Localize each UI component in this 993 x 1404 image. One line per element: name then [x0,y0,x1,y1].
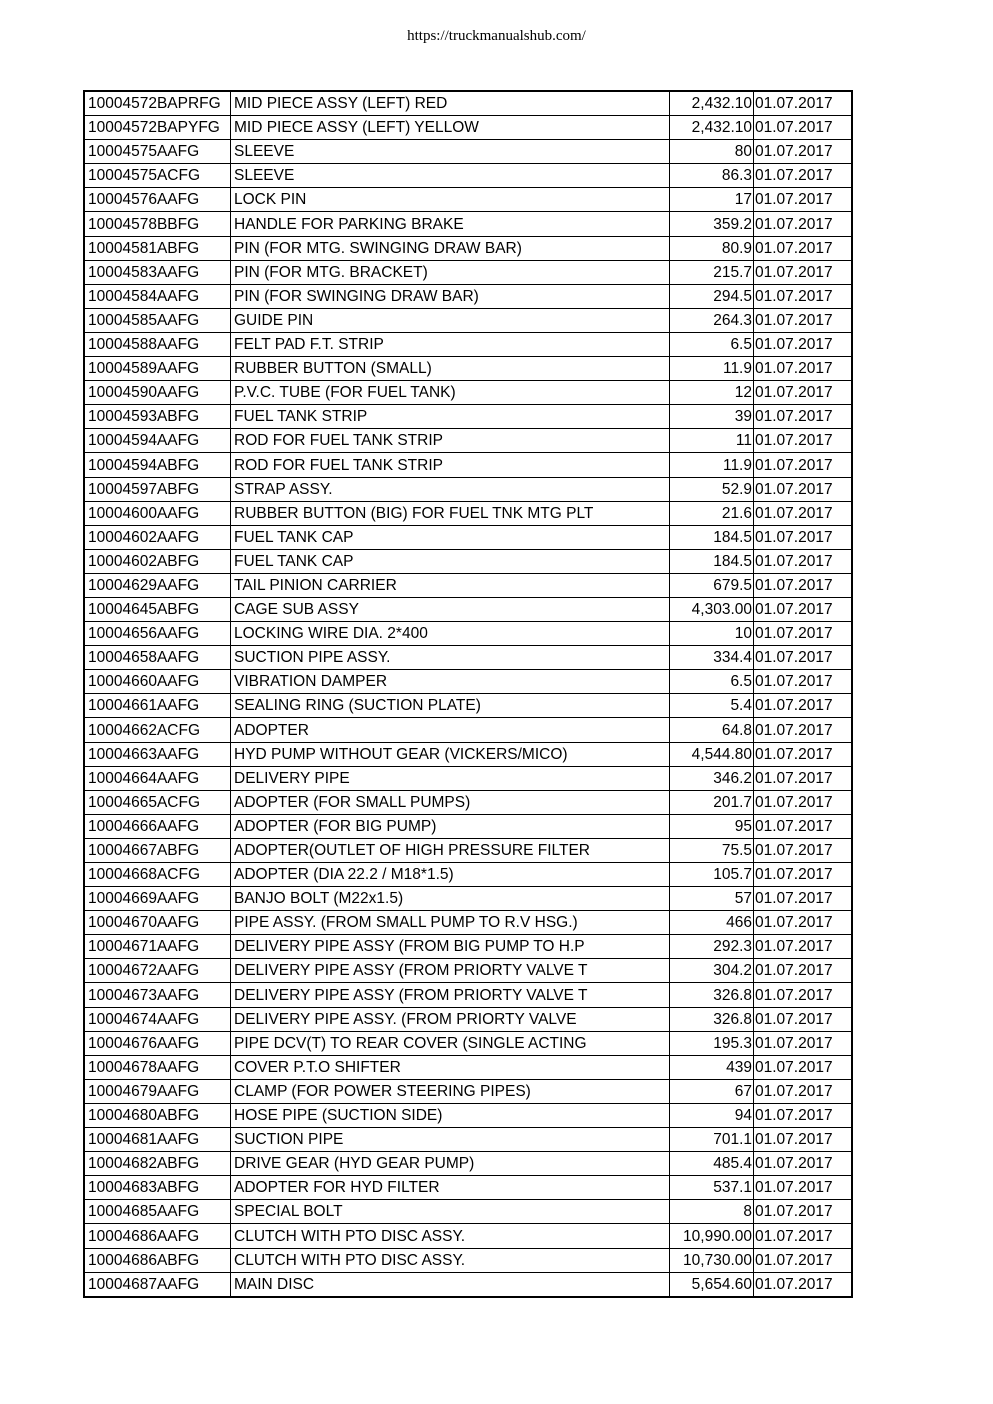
price-cell: 201.7 [670,790,754,814]
description-cell: ROD FOR FUEL TANK STRIP [231,429,670,453]
price-cell: 67 [670,1079,754,1103]
description-cell: FUEL TANK CAP [231,549,670,573]
table-row [84,670,852,694]
table-row [84,935,852,959]
price-cell: 11.9 [670,453,754,477]
table-row [84,959,852,983]
effective-date-cell: 01.07.2017 [754,1152,853,1176]
part-number-cell: 10004673AAFG [84,983,231,1007]
table-row [84,887,852,911]
part-number-cell: 10004671AAFG [84,935,231,959]
price-cell: 485.4 [670,1152,754,1176]
price-cell: 466 [670,911,754,935]
description-cell: DRIVE GEAR (HYD GEAR PUMP) [231,1152,670,1176]
part-number-cell: 10004575ACFG [84,164,231,188]
part-number-cell: 10004629AAFG [84,573,231,597]
description-cell: CAGE SUB ASSY [231,597,670,621]
price-cell: 304.2 [670,959,754,983]
price-cell: 701.1 [670,1128,754,1152]
price-cell: 2,432.10 [670,116,754,140]
table-row [84,116,852,140]
effective-date-cell: 01.07.2017 [754,405,853,429]
effective-date-cell: 01.07.2017 [754,477,853,501]
effective-date-cell: 01.07.2017 [754,284,853,308]
table-row [84,694,852,718]
effective-date-cell: 01.07.2017 [754,212,853,236]
part-number-cell: 10004672AAFG [84,959,231,983]
effective-date-cell: 01.07.2017 [754,597,853,621]
effective-date-cell: 01.07.2017 [754,164,853,188]
table-row [84,573,852,597]
parts-table-body [84,91,852,1297]
parts-price-table [83,90,853,1298]
price-cell: 195.3 [670,1031,754,1055]
description-cell: CLUTCH WITH PTO DISC ASSY. [231,1224,670,1248]
effective-date-cell: 01.07.2017 [754,308,853,332]
description-cell: DELIVERY PIPE ASSY (FROM PRIORTY VALVE T [231,983,670,1007]
price-cell: 4,303.00 [670,597,754,621]
part-number-cell: 10004581ABFG [84,236,231,260]
price-cell: 10,730.00 [670,1248,754,1272]
part-number-cell: 10004665ACFG [84,790,231,814]
description-cell: ADOPTER (FOR BIG PUMP) [231,814,670,838]
effective-date-cell: 01.07.2017 [754,357,853,381]
description-cell: ADOPTER (DIA 22.2 / M18*1.5) [231,863,670,887]
description-cell: BANJO BOLT (M22x1.5) [231,887,670,911]
effective-date-cell: 01.07.2017 [754,1103,853,1127]
price-cell: 94 [670,1103,754,1127]
part-number-cell: 10004674AAFG [84,1007,231,1031]
effective-date-cell: 01.07.2017 [754,935,853,959]
effective-date-cell: 01.07.2017 [754,766,853,790]
table-row [84,308,852,332]
effective-date-cell: 01.07.2017 [754,863,853,887]
price-cell: 184.5 [670,549,754,573]
effective-date-cell: 01.07.2017 [754,718,853,742]
table-row [84,597,852,621]
description-cell: MAIN DISC [231,1272,670,1297]
part-number-cell: 10004664AAFG [84,766,231,790]
part-number-cell: 10004600AAFG [84,501,231,525]
description-cell: FUEL TANK CAP [231,525,670,549]
table-row [84,477,852,501]
part-number-cell: 10004589AAFG [84,357,231,381]
effective-date-cell: 01.07.2017 [754,1055,853,1079]
description-cell: ADOPTER [231,718,670,742]
price-cell: 8 [670,1200,754,1224]
table-row [84,1248,852,1272]
effective-date-cell: 01.07.2017 [754,1128,853,1152]
price-cell: 292.3 [670,935,754,959]
price-cell: 10,990.00 [670,1224,754,1248]
description-cell: DELIVERY PIPE ASSY (FROM BIG PUMP TO H.P [231,935,670,959]
price-cell: 105.7 [670,863,754,887]
part-number-cell: 10004602ABFG [84,549,231,573]
description-cell: SPECIAL BOLT [231,1200,670,1224]
part-number-cell: 10004576AAFG [84,188,231,212]
price-cell: 86.3 [670,164,754,188]
table-row [84,164,852,188]
table-row [84,501,852,525]
effective-date-cell: 01.07.2017 [754,911,853,935]
effective-date-cell: 01.07.2017 [754,260,853,284]
part-number-cell: 10004668ACFG [84,863,231,887]
effective-date-cell: 01.07.2017 [754,236,853,260]
effective-date-cell: 01.07.2017 [754,670,853,694]
table-row [84,1200,852,1224]
description-cell: P.V.C. TUBE (FOR FUEL TANK) [231,381,670,405]
description-cell: GUIDE PIN [231,308,670,332]
effective-date-cell: 01.07.2017 [754,549,853,573]
part-number-cell: 10004572BAPRFG [84,91,231,116]
part-number-cell: 10004588AAFG [84,332,231,356]
effective-date-cell: 01.07.2017 [754,525,853,549]
part-number-cell: 10004658AAFG [84,646,231,670]
price-cell: 11 [670,429,754,453]
part-number-cell: 10004661AAFG [84,694,231,718]
part-number-cell: 10004682ABFG [84,1152,231,1176]
price-cell: 184.5 [670,525,754,549]
price-cell: 80 [670,140,754,164]
part-number-cell: 10004572BAPYFG [84,116,231,140]
description-cell: HOSE PIPE (SUCTION SIDE) [231,1103,670,1127]
table-row [84,838,852,862]
table-row [84,1103,852,1127]
table-row [84,1152,852,1176]
price-cell: 215.7 [670,260,754,284]
part-number-cell: 10004594AAFG [84,429,231,453]
table-row [84,814,852,838]
effective-date-cell: 01.07.2017 [754,694,853,718]
price-cell: 12 [670,381,754,405]
effective-date-cell: 01.07.2017 [754,1176,853,1200]
table-row [84,1128,852,1152]
part-number-cell: 10004597ABFG [84,477,231,501]
part-number-cell: 10004575AAFG [84,140,231,164]
description-cell: MID PIECE ASSY (LEFT) RED [231,91,670,116]
price-cell: 39 [670,405,754,429]
price-cell: 64.8 [670,718,754,742]
price-cell: 4,544.80 [670,742,754,766]
description-cell: RUBBER BUTTON (BIG) FOR FUEL TNK MTG PLT [231,501,670,525]
description-cell: PIN (FOR MTG. SWINGING DRAW BAR) [231,236,670,260]
table-row [84,549,852,573]
part-number-cell: 10004660AAFG [84,670,231,694]
effective-date-cell: 01.07.2017 [754,573,853,597]
part-number-cell: 10004669AAFG [84,887,231,911]
description-cell: LOCKING WIRE DIA. 2*400 [231,622,670,646]
price-cell: 326.8 [670,983,754,1007]
part-number-cell: 10004602AAFG [84,525,231,549]
price-cell: 6.5 [670,332,754,356]
effective-date-cell: 01.07.2017 [754,646,853,670]
effective-date-cell: 01.07.2017 [754,622,853,646]
table-row [84,1224,852,1248]
price-cell: 75.5 [670,838,754,862]
part-number-cell: 10004645ABFG [84,597,231,621]
table-row [84,742,852,766]
description-cell: RUBBER BUTTON (SMALL) [231,357,670,381]
table-row [84,646,852,670]
part-number-cell: 10004667ABFG [84,838,231,862]
price-cell: 10 [670,622,754,646]
description-cell: PIN (FOR SWINGING DRAW BAR) [231,284,670,308]
table-row [84,1079,852,1103]
source-url[interactable]: https://truckmanualshub.com/ [407,28,586,44]
effective-date-cell: 01.07.2017 [754,501,853,525]
description-cell: FUEL TANK STRIP [231,405,670,429]
description-cell: DELIVERY PIPE ASSY (FROM PRIORTY VALVE T [231,959,670,983]
effective-date-cell: 01.07.2017 [754,429,853,453]
effective-date-cell: 01.07.2017 [754,1079,853,1103]
description-cell: PIPE ASSY. (FROM SMALL PUMP TO R.V HSG.) [231,911,670,935]
table-row [84,357,852,381]
part-number-cell: 10004686AAFG [84,1224,231,1248]
description-cell: PIPE DCV(T) TO REAR COVER (SINGLE ACTING [231,1031,670,1055]
table-row [84,405,852,429]
price-cell: 6.5 [670,670,754,694]
description-cell: ADOPTER(OUTLET OF HIGH PRESSURE FILTER [231,838,670,862]
table-row [84,1176,852,1200]
description-cell: PIN (FOR MTG. BRACKET) [231,260,670,284]
part-number-cell: 10004687AAFG [84,1272,231,1297]
effective-date-cell: 01.07.2017 [754,814,853,838]
price-cell: 346.2 [670,766,754,790]
table-row [84,91,852,116]
description-cell: ADOPTER FOR HYD FILTER [231,1176,670,1200]
part-number-cell: 10004683ABFG [84,1176,231,1200]
price-cell: 537.1 [670,1176,754,1200]
table-row [84,381,852,405]
table-row [84,1055,852,1079]
table-row [84,766,852,790]
price-cell: 294.5 [670,284,754,308]
part-number-cell: 10004584AAFG [84,284,231,308]
part-number-cell: 10004685AAFG [84,1200,231,1224]
effective-date-cell: 01.07.2017 [754,887,853,911]
part-number-cell: 10004679AAFG [84,1079,231,1103]
table-row [84,911,852,935]
description-cell: LOCK PIN [231,188,670,212]
table-row [84,1272,852,1297]
price-cell: 21.6 [670,501,754,525]
description-cell: CLAMP (FOR POWER STEERING PIPES) [231,1079,670,1103]
part-number-cell: 10004686ABFG [84,1248,231,1272]
description-cell: DELIVERY PIPE [231,766,670,790]
description-cell: STRAP ASSY. [231,477,670,501]
description-cell: ROD FOR FUEL TANK STRIP [231,453,670,477]
part-number-cell: 10004593ABFG [84,405,231,429]
table-row [84,718,852,742]
effective-date-cell: 01.07.2017 [754,332,853,356]
part-number-cell: 10004578BBFG [84,212,231,236]
table-row [84,284,852,308]
part-number-cell: 10004656AAFG [84,622,231,646]
price-cell: 5,654.60 [670,1272,754,1297]
description-cell: ADOPTER (FOR SMALL PUMPS) [231,790,670,814]
effective-date-cell: 01.07.2017 [754,959,853,983]
price-cell: 52.9 [670,477,754,501]
price-cell: 359.2 [670,212,754,236]
part-number-cell: 10004681AAFG [84,1128,231,1152]
part-number-cell: 10004663AAFG [84,742,231,766]
price-cell: 2,432.10 [670,91,754,116]
table-row [84,525,852,549]
effective-date-cell: 01.07.2017 [754,116,853,140]
description-cell: FELT PAD F.T. STRIP [231,332,670,356]
effective-date-cell: 01.07.2017 [754,140,853,164]
price-cell: 334.4 [670,646,754,670]
table-row [84,236,852,260]
table-row [84,332,852,356]
part-number-cell: 10004583AAFG [84,260,231,284]
price-cell: 679.5 [670,573,754,597]
effective-date-cell: 01.07.2017 [754,188,853,212]
description-cell: VIBRATION DAMPER [231,670,670,694]
price-cell: 326.8 [670,1007,754,1031]
price-cell: 95 [670,814,754,838]
part-number-cell: 10004676AAFG [84,1031,231,1055]
effective-date-cell: 01.07.2017 [754,453,853,477]
effective-date-cell: 01.07.2017 [754,1248,853,1272]
description-cell: SUCTION PIPE ASSY. [231,646,670,670]
table-row [84,1031,852,1055]
part-number-cell: 10004594ABFG [84,453,231,477]
table-row [84,1007,852,1031]
description-cell: HYD PUMP WITHOUT GEAR (VICKERS/MICO) [231,742,670,766]
effective-date-cell: 01.07.2017 [754,838,853,862]
effective-date-cell: 01.07.2017 [754,1224,853,1248]
table-row [84,429,852,453]
description-cell: SLEEVE [231,164,670,188]
table-row [84,188,852,212]
effective-date-cell: 01.07.2017 [754,983,853,1007]
effective-date-cell: 01.07.2017 [754,1031,853,1055]
price-cell: 80.9 [670,236,754,260]
price-cell: 11.9 [670,357,754,381]
description-cell: TAIL PINION CARRIER [231,573,670,597]
description-cell: CLUTCH WITH PTO DISC ASSY. [231,1248,670,1272]
part-number-cell: 10004662ACFG [84,718,231,742]
table-row [84,212,852,236]
price-cell: 439 [670,1055,754,1079]
part-number-cell: 10004585AAFG [84,308,231,332]
table-row [84,260,852,284]
effective-date-cell: 01.07.2017 [754,1272,853,1297]
table-row [84,983,852,1007]
effective-date-cell: 01.07.2017 [754,91,853,116]
description-cell: SLEEVE [231,140,670,164]
table-row [84,622,852,646]
part-number-cell: 10004670AAFG [84,911,231,935]
part-number-cell: 10004590AAFG [84,381,231,405]
table-row [84,863,852,887]
effective-date-cell: 01.07.2017 [754,742,853,766]
description-cell: MID PIECE ASSY (LEFT) YELLOW [231,116,670,140]
description-cell: SUCTION PIPE [231,1128,670,1152]
table-row [84,140,852,164]
effective-date-cell: 01.07.2017 [754,381,853,405]
effective-date-cell: 01.07.2017 [754,790,853,814]
part-number-cell: 10004666AAFG [84,814,231,838]
effective-date-cell: 01.07.2017 [754,1007,853,1031]
part-number-cell: 10004678AAFG [84,1055,231,1079]
description-cell: DELIVERY PIPE ASSY. (FROM PRIORTY VALVE [231,1007,670,1031]
description-cell: SEALING RING (SUCTION PLATE) [231,694,670,718]
description-cell: HANDLE FOR PARKING BRAKE [231,212,670,236]
price-cell: 17 [670,188,754,212]
table-row [84,453,852,477]
price-cell: 264.3 [670,308,754,332]
price-cell: 57 [670,887,754,911]
price-cell: 5.4 [670,694,754,718]
description-cell: COVER P.T.O SHIFTER [231,1055,670,1079]
table-row [84,790,852,814]
part-number-cell: 10004680ABFG [84,1103,231,1127]
effective-date-cell: 01.07.2017 [754,1200,853,1224]
